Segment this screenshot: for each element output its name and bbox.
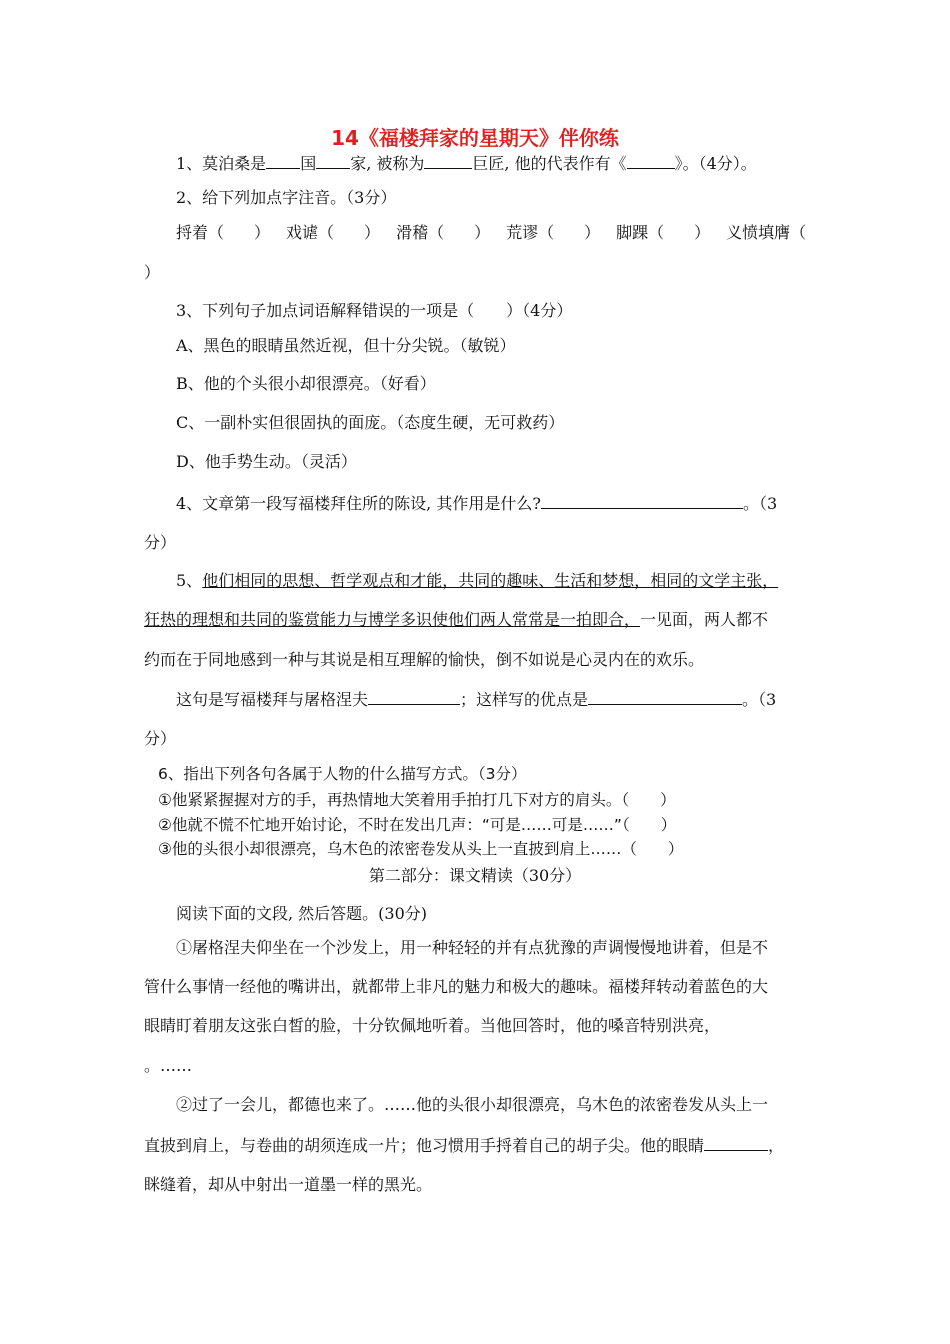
q5-underlined-passage-2: 狂热的理想和共同的鉴赏能力与博学多识使他们两人常常是一拍即合，	[144, 610, 641, 629]
q3-option-b: B、他的个头很小却很漂亮。（好看）	[176, 374, 436, 393]
q3-option-d: D、他手势生动。（灵活）	[176, 452, 357, 471]
q2-paren: ）	[474, 223, 491, 242]
q4-text: 4、文章第一段写福楼拜住所的陈设, 其作用是什么?	[176, 494, 541, 513]
q2-item-ji: 滑稽（	[396, 223, 445, 242]
passage-2-line-3: 眯缝着，却从中射出一道墨一样的黑光。	[144, 1175, 433, 1194]
q5-tail: 分）	[144, 729, 177, 748]
q1-text-e: 》。（4分）。	[674, 154, 757, 173]
q2-paren: ）	[584, 223, 601, 242]
q2-paren: ）	[694, 223, 711, 242]
question-2-prompt: 2、给下列加点字注音。（3分）	[176, 188, 397, 207]
q4-tail: 分）	[144, 533, 177, 552]
q5-blank-1[interactable]	[368, 688, 460, 705]
q6-sentence-3: ③他的头很小却很漂亮，乌木色的浓密卷发从头上一直披到肩上……（ ）	[158, 840, 684, 858]
question-1	[176, 152, 757, 175]
passage-2-line-1: ②过了一会儿，都德也来了。……他的头很小却很漂亮，乌木色的浓密卷发从头上一	[176, 1095, 769, 1114]
passage-1-line-1: ①屠格涅夫仰坐在一个沙发上，用一种轻轻的并有点犹豫的声调慢慢地讲着，但是不	[176, 938, 769, 957]
q2-item-ying: 义愤填膺（	[726, 223, 807, 242]
q5-blank-2[interactable]	[588, 688, 742, 705]
q1-blank-1[interactable]	[266, 152, 300, 169]
passage-2-line-2-end: ，	[768, 1136, 785, 1155]
q4-end: 。（3	[742, 494, 778, 513]
q2-paren: ）	[364, 223, 381, 242]
q5-ask-b: ；这样写的优点是	[460, 690, 589, 709]
passage-1-line-3-end: ，	[704, 1016, 721, 1035]
part-2-heading: 第二部分：课文精读（30分）	[368, 866, 582, 885]
question-5-line-1	[176, 570, 778, 592]
q6-sentence-1: ①他紧紧握握对方的手，再热情地大笑着用手拍打几下对方的肩头。（ ）	[158, 791, 676, 809]
part-2-intro: 阅读下面的文段, 然后答题。(30分)	[176, 904, 428, 923]
q1-text-c: 家, 被称为	[350, 154, 425, 173]
q1-text-d: 巨匠, 他的代表作有《	[472, 154, 627, 173]
q5-end: 。（3	[742, 690, 777, 709]
passage-1-line-3	[144, 1015, 720, 1037]
passage-2-blank[interactable]	[704, 1134, 768, 1151]
question-3-prompt: 3、下列句子加点词语解释错误的一项是（ ）（4分）	[176, 301, 573, 320]
q5-underlined-passage-1: 他们相同的思想、哲学观点和才能，共同的趣味、生活和梦想，相同的文学主张，	[202, 571, 779, 590]
q1-text-b: 国	[300, 154, 317, 173]
q2-item-huai: 脚踝（	[616, 223, 665, 242]
q5-ask-a: 这句是写福楼拜与屠格涅夫	[176, 690, 369, 709]
q1-blank-3[interactable]	[424, 152, 472, 169]
q4-answer-blank[interactable]	[541, 492, 743, 509]
question-4	[176, 492, 777, 515]
q5-passage-rest: 一见面，两人都不	[640, 610, 769, 629]
question-5-line-2	[144, 609, 768, 631]
question-5-ask	[176, 688, 776, 711]
q3-option-c: C、一副朴实但很固执的面庞。（态度生硬，无可救药）	[176, 413, 565, 432]
question-2-items	[176, 222, 806, 244]
q2-item-miu: 荒谬（	[506, 223, 555, 242]
passage-1-line-4: 。……	[144, 1056, 193, 1075]
q5-number: 5、	[176, 571, 203, 590]
page-title: 14《福楼拜家的星期天》伴你练	[331, 126, 619, 150]
passage-2-line-2	[144, 1134, 784, 1157]
q2-tail: ）	[144, 263, 161, 282]
q2-paren: ）	[254, 223, 271, 242]
q1-blank-2[interactable]	[316, 152, 350, 169]
question-6-prompt: 6、指出下列各句各属于人物的什么描写方式。（3分）	[158, 765, 527, 783]
q6-sentence-2: ②他就不慌不忙地开始讨论，不时在发出几声：“可是……可是……”（ ）	[158, 816, 677, 834]
passage-2-line-2-text: 直披到肩上，与卷曲的胡须连成一片；他习惯用手捋着自己的胡子尖。他的眼睛	[144, 1136, 705, 1155]
passage-1-line-3-text: 眼睛盯着朋友这张白皙的脸，十分钦佩地听着。当他回答时，他的嗓音特别洪亮	[144, 1016, 705, 1035]
passage-1-line-2: 管什么事情一经他的嘴讲出，就都带上非凡的魅力和极大的趣味。福楼拜转动着蓝色的大	[144, 977, 769, 996]
q2-item-luo: 捋着（	[176, 223, 225, 242]
q1-blank-4[interactable]	[627, 152, 675, 169]
q2-item-xue: 戏谑（	[286, 223, 335, 242]
q3-option-a: A、黑色的眼睛虽然近视，但十分尖锐。（敏锐）	[176, 336, 516, 355]
question-5-line-3: 约而在于同地感到一种与其说是相互理解的愉快，倒不如说是心灵内在的欢乐。	[144, 650, 705, 669]
q1-text-a: 1、莫泊桑是	[176, 154, 267, 173]
